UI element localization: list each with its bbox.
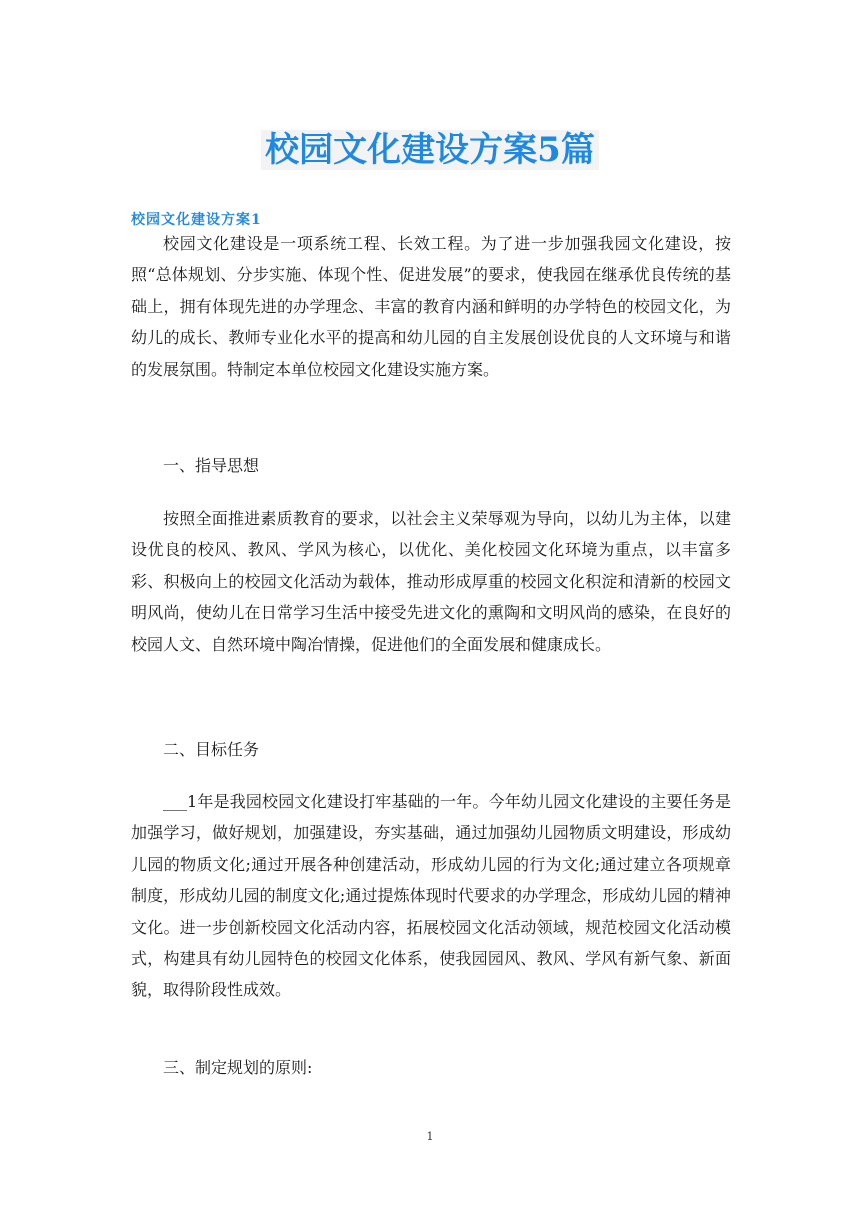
subheading-goals-tasks: 二、目标任务 [163,740,260,759]
page-number: 1 [426,1130,434,1143]
guiding-ideology-paragraph: 按照全面推进素质教育的要求，以社会主义荣辱观为导向，以幼儿为主体，以建设优良的校风、教风、学风为核心，以优化、美化校园文化环境为重点，以丰富多彩、积极向上的校园文化活动为载体，推动形成厚重的校园文化积淀和清新的校园文明风尚，使幼儿在日常学习生活中接受先进文化的熏陶和文明风尚的感染，在良好的校园人文、自然环境中陶冶情操，促进他们的全面发展和健康成长。 [131,509,731,654]
subheading-planning-principles: 三、制定规划的原则: [163,1058,313,1077]
page-title [0,124,860,176]
subheading-guiding-ideology: 一、指导思想 [163,456,260,475]
intro-paragraph: 校园文化建设是一项系统工程、长效工程。为了进一步加强我园文化建设，按照“总体规划、分步实施、体现个性、促进发展”的要求，使我园在继承优良传统的基础上，拥有体现先进的办学理念、丰富的教育内涵和鲜明的办学特色的校园文化，为幼儿的成长、教师专业化水平的提高和幼儿园的自主发展创设优良的人文环境与和谐的发展氛围。特制定本单位校园文化建设实施方案。 [131,234,731,379]
goals-tasks-paragraph: ___1年是我园校园文化建设打牢基础的一年。今年幼儿园文化建设的主要任务是加强学习，做好规划，加强建设，夯实基础，通过加强幼儿园物质文明建设，形成幼儿园的物质文化;通过开展各种创建活动，形成幼儿园的行为文化;通过建立各项规章制度，形成幼儿园的制度文化;通过提炼体现时代要求的办学理念，形成幼儿园的精神文化。进一步创新校园文化活动内容，拓展校园文化活动领域，规范校园文化活动模式，构建具有幼儿园特色的校园文化体系，使我园园风、教风、学风有新气象、新面貌，取得阶段性成效。 [131,792,731,1000]
page-title-text: 校园文化建设方案5篇 [261,130,599,170]
section-heading: 校园文化建设方案1 [131,212,262,228]
